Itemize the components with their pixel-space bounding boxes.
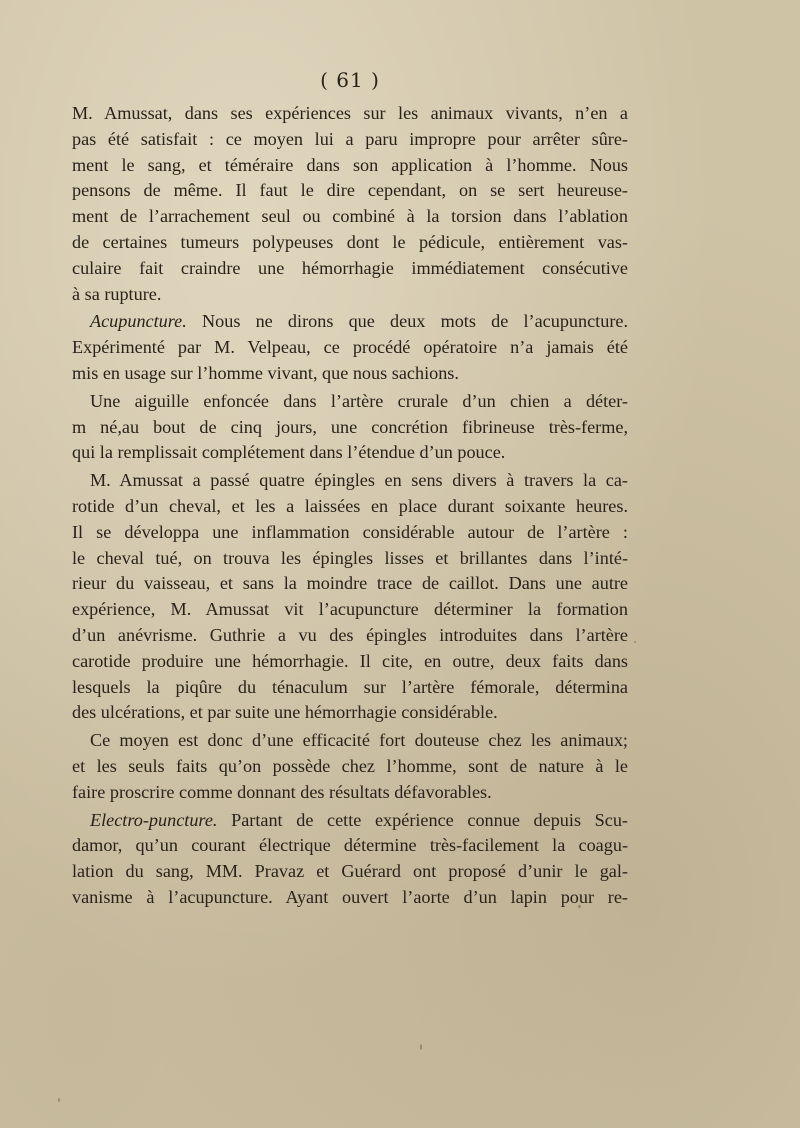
text-line (72, 415, 628, 441)
line-text: Une aiguille enfoncée dans l’artère crurale d’un chien a déter- (90, 390, 628, 411)
text-line (72, 649, 628, 675)
line-text: damor, qu’un courant électrique détermine très-facilement la coagu- (72, 835, 628, 856)
line-text: lesquels la piqûre du ténaculum sur l’artère fémorale, détermina (72, 676, 628, 697)
text-line (72, 700, 628, 726)
line-text: rotide d’un cheval, et les a laissées en place durant soixante heures. (72, 495, 628, 516)
paper-speck (420, 1044, 422, 1050)
text-line (72, 282, 628, 308)
line-text: vanisme à l’acupuncture. Ayant ouvert l’aorte d’un lapin pour re- (72, 886, 628, 907)
line-text: qui la remplissait complétement dans l’étendue d’un pouce. (72, 442, 506, 463)
line-text: à sa rupture. (72, 283, 162, 304)
text-line (72, 230, 628, 256)
line-text: expérience, M. Amussat vit l’acupuncture déterminer la formation (72, 599, 628, 620)
line-text: Ce moyen est donc d’une efficacité fort douteuse chez les animaux; (90, 730, 628, 751)
line-text: m né,au bout de cinq jours, une concrétion fibrineuse très-ferme, (72, 416, 628, 437)
paper-speck (578, 905, 581, 908)
line-text: de certaines tumeurs polypeuses dont le pédicule, entièrement vas- (72, 231, 628, 252)
line-text: ment de l’arrachement seul ou combiné à la torsion dans l’ablation (72, 206, 628, 227)
text-line (72, 204, 628, 230)
text-line (72, 808, 628, 834)
line-text: M. Amussat a passé quatre épingles en sens divers à travers la ca- (90, 470, 628, 491)
section-heading: Electro-puncture. (90, 809, 218, 830)
body-text (72, 101, 628, 911)
line-text: pas été satisfait : ce moyen lui a paru impropre pour arrêter sûre- (72, 128, 628, 149)
section-heading: Acupuncture. (90, 311, 187, 332)
text-line (72, 361, 628, 387)
line-text: ment le sang, et téméraire dans son application à l’homme. Nous (72, 154, 628, 175)
line-text: d’un anévrisme. Guthrie a vu des épingles introduites dans l’artère (72, 624, 628, 645)
text-line (72, 546, 628, 572)
page-number: ( 61 ) (320, 68, 380, 92)
paper-speck (58, 1098, 60, 1102)
line-text: culaire fait craindre une hémorrhagie immédiatement consécutive (72, 257, 628, 278)
line-text: Partant de cette expérience connue depuis Scu- (217, 809, 628, 830)
text-line (72, 101, 628, 127)
text-line (72, 256, 628, 282)
text-line (72, 859, 628, 885)
text-line (72, 623, 628, 649)
line-text: et les seuls faits qu’on possède chez l’homme, sont de nature à le (72, 755, 628, 776)
text-line (72, 153, 628, 179)
text-line (72, 335, 628, 361)
line-text: rieur du vaisseau, et sans la moindre trace de caillot. Dans une autre (72, 573, 628, 594)
text-line (72, 754, 628, 780)
text-line (72, 885, 628, 911)
line-text: mis en usage sur l’homme vivant, que nous sachions. (72, 362, 459, 383)
line-text: lation du sang, MM. Pravaz et Guérard ont proposé d’unir le gal- (72, 861, 628, 882)
line-text: faire proscrire comme donnant des résultats défavorables. (72, 781, 492, 802)
text-line (72, 468, 628, 494)
paper-speck (634, 641, 636, 643)
text-line (72, 127, 628, 153)
text-line (72, 833, 628, 859)
text-line (72, 520, 628, 546)
text-line (72, 597, 628, 623)
line-text: Il se développa une inflammation considérable autour de l’artère : (72, 521, 628, 542)
line-text: le cheval tué, on trouva les épingles lisses et brillantes dans l’inté- (72, 547, 628, 568)
line-text: carotide produire une hémorrhagie. Il cite, en outre, deux faits dans (72, 650, 628, 671)
text-line (72, 494, 628, 520)
text-line (72, 780, 628, 806)
line-text: M. Amussat, dans ses expériences sur les animaux vivants, n’en a (72, 103, 628, 123)
line-text: pensons de même. Il faut le dire cependant, on se sert heureuse- (72, 180, 628, 201)
line-text: des ulcérations, et par suite une hémorrhagie considérable. (72, 702, 498, 723)
text-line (72, 440, 628, 466)
text-line (72, 571, 628, 597)
text-line (72, 728, 628, 754)
text-line (72, 675, 628, 701)
text-line (72, 309, 628, 335)
text-line (72, 389, 628, 415)
line-text: Expérimenté par M. Velpeau, ce procédé opératoire n’a jamais été (72, 337, 628, 358)
text-line (72, 178, 628, 204)
line-text: Nous ne dirons que deux mots de l’acupuncture. (186, 311, 628, 332)
